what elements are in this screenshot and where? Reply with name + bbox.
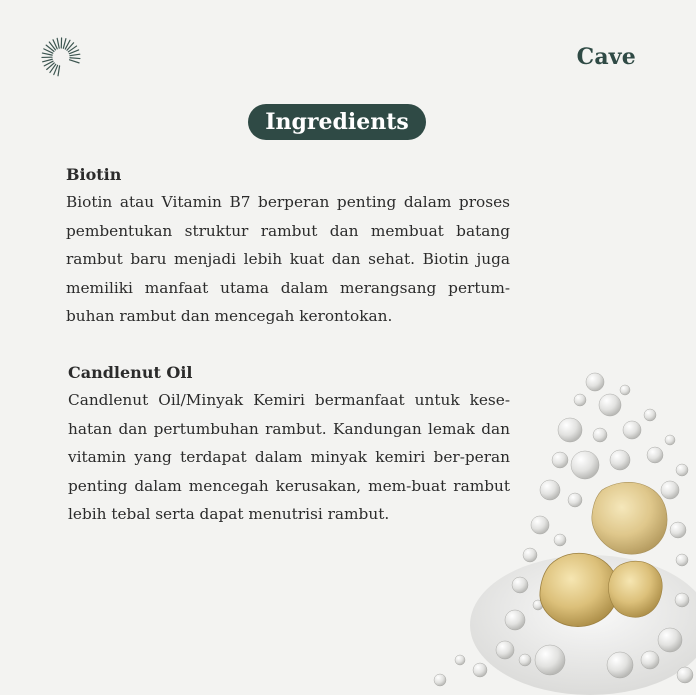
sunburst-logo-icon (40, 36, 82, 78)
section-heading: Candlenut Oil (68, 363, 193, 382)
candlenut-foam-image (420, 360, 696, 695)
section-text: Biotin atau Vitamin B7 berperan penting dalam proses pembentukan struktur rambut dan membuat batang rambut baru menjadi lebih kuat dan sehat. Biotin juga memiliki manfaat utama dalam merangsang pertum-buhan rambut dan mencegah kerontokan. (66, 193, 510, 325)
section-text: Candlenut Oil/Minyak Kemiri bermanfaat untuk kese-hatan dan pertumbuhan rambut. Kandungan lemak dan vitamin yang terdapat dalam minyak kemiri ber-peran penting dalam mencegah kerusakan, mem-buat rambut lebih tebal serta dapat menutrisi rambut. (68, 391, 510, 523)
brand-name: Cave (576, 44, 636, 70)
section-biotin (66, 165, 510, 331)
page-title: Ingredients (248, 104, 426, 140)
section-heading: Biotin (66, 165, 122, 184)
